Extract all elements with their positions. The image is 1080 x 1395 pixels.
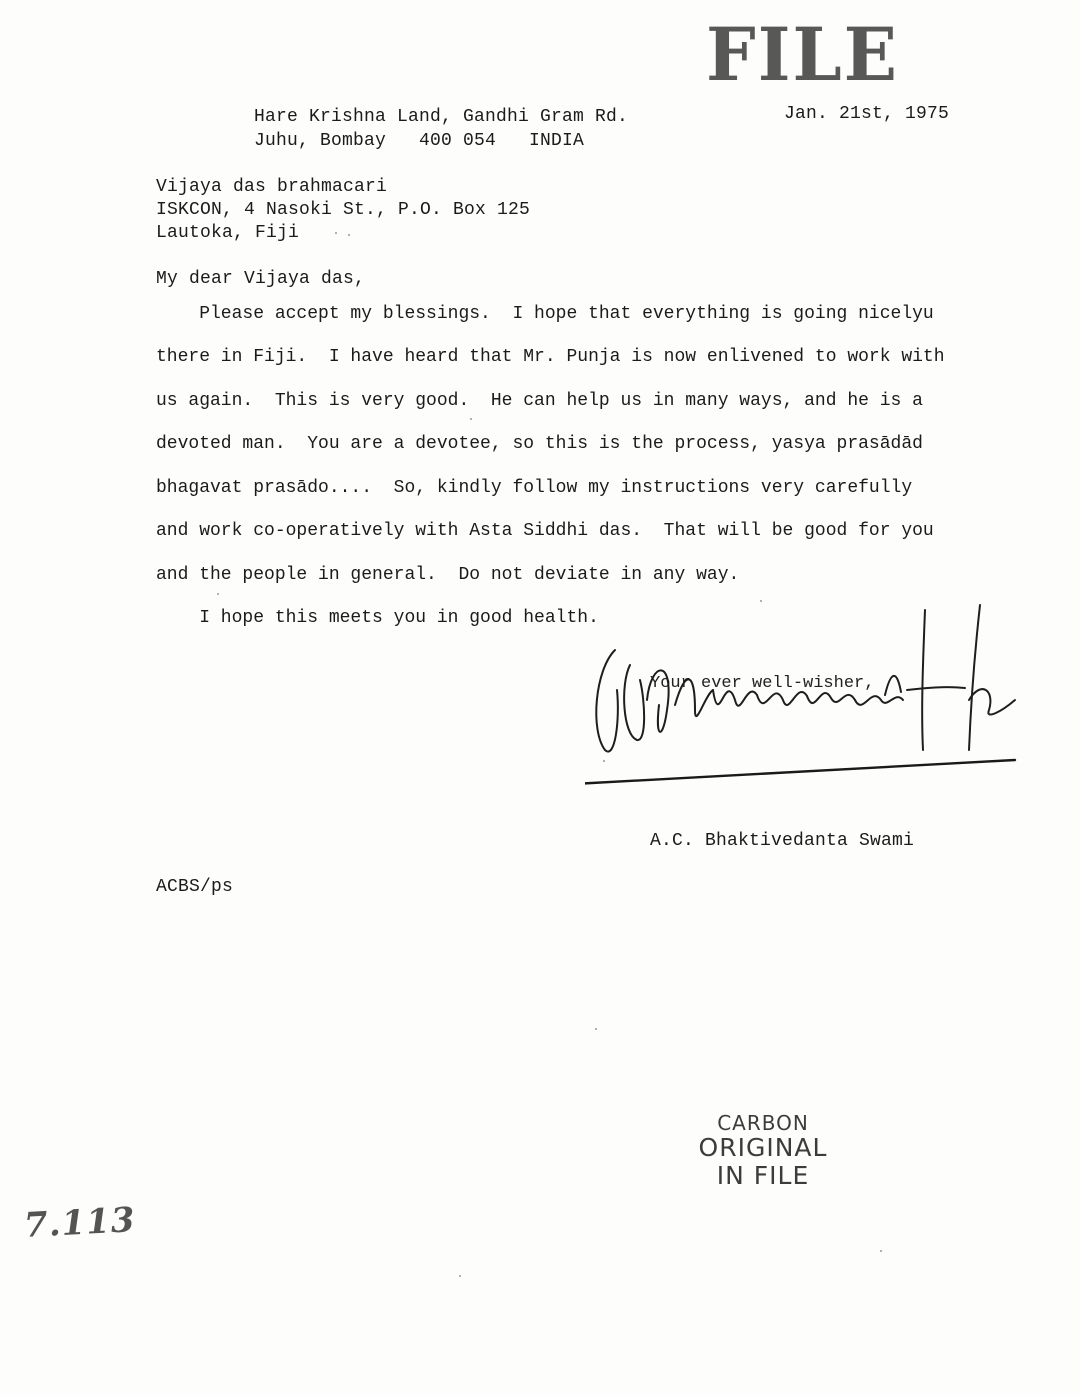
body-line: devoted man. You are a devotee, so this is the process, yasya prasādād (156, 434, 923, 454)
typed-signature: A.C. Bhaktivedanta Swami (650, 831, 915, 851)
body-line: and work co-operatively with Asta Siddhi das. That will be good for you (156, 521, 934, 541)
carbon-stamp-line-1: CARBON (717, 1111, 809, 1135)
carbon-stamp-line-3: IN FILE (716, 1161, 810, 1190)
reference-initials: ACBS/ps (156, 877, 234, 897)
handwritten-signature (585, 600, 1025, 800)
salutation: My dear Vijaya das, (156, 269, 366, 289)
body-line: and the people in general. Do not deviate in any way. (156, 565, 740, 585)
recipient-address-line-1: Vijaya das brahmacari (156, 177, 388, 197)
scan-speck (470, 418, 472, 420)
body-line: there in Fiji. I have heard that Mr. Punja is now enlivened to work with (156, 347, 945, 367)
body-line: us again. This is very good. He can help us in many ways, and he is a (156, 391, 923, 411)
recipient-address-line-3: Lautoka, Fiji (156, 223, 300, 243)
scan-speck (595, 1028, 597, 1030)
sender-address-line-2: Juhu, Bombay 400 054 INDIA (254, 131, 585, 151)
body-line: I hope this meets you in good health. (156, 608, 599, 628)
body-line: Please accept my blessings. I hope that everything is going nicelyu (156, 304, 934, 324)
valediction: Your ever well-wisher, (650, 674, 875, 693)
page-mark: 7.113 (23, 1200, 137, 1246)
scan-speck (880, 1250, 882, 1252)
scan-speck (603, 760, 605, 762)
letter-date: Jan. 21st, 1975 (784, 104, 950, 124)
carbon-original-stamp (688, 1112, 838, 1190)
recipient-address-line-2: ISKCON, 4 Nasoki St., P.O. Box 125 (156, 200, 531, 220)
scan-speck (459, 1275, 461, 1277)
scan-speck (217, 593, 219, 595)
sender-address-line-1: Hare Krishna Land, Gandhi Gram Rd. (254, 107, 629, 127)
file-stamp: FILE (706, 10, 900, 99)
scan-speck (335, 232, 337, 234)
scan-speck (760, 600, 762, 602)
scan-speck (348, 234, 350, 236)
body-line: bhagavat prasādo.... So, kindly follow my instructions very carefully (156, 478, 913, 498)
carbon-stamp-line-2: ORIGINAL (698, 1133, 828, 1162)
